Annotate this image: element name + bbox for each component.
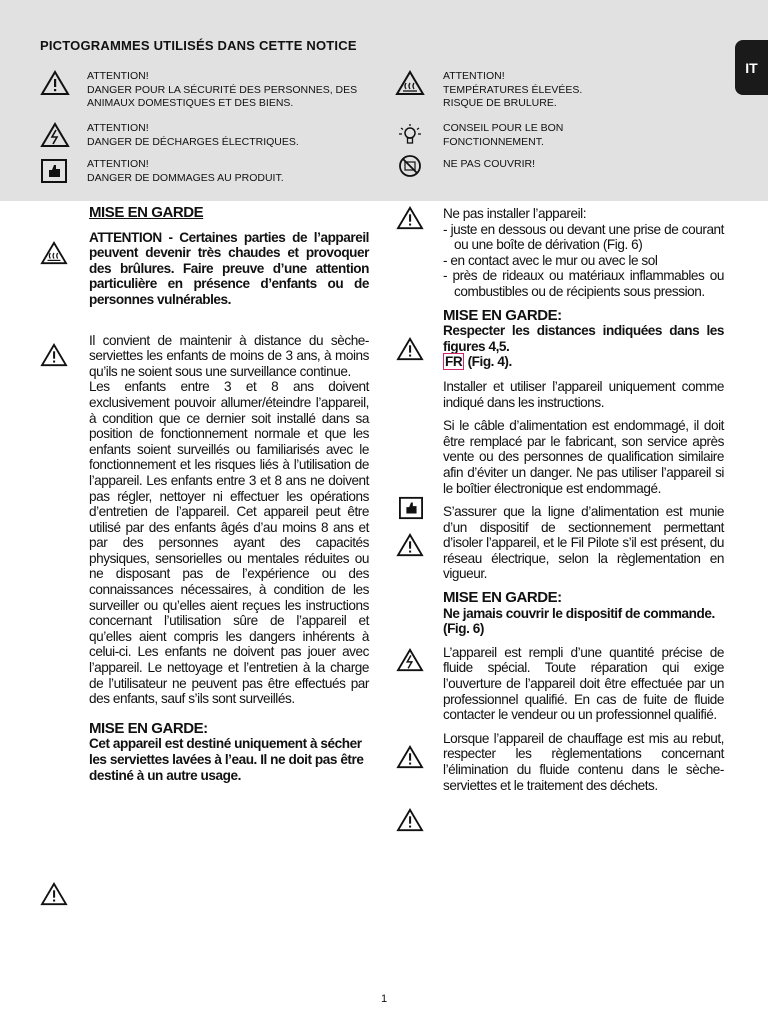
electric-shock-icon — [396, 648, 424, 672]
warning-triangle-icon — [396, 206, 424, 230]
warning-triangle-icon — [40, 343, 68, 367]
install-item: - juste en dessous ou devant une prise de courant ou une boîte de dérivation (Fig. 6) — [443, 221, 724, 253]
scrap-paragraph: Lorsque l’appareil de chauffage est mis au rebut, respecter les règlementations concernant l’élimination du fluide contenu dans le sèche-serviettes et le traitement des déchets. — [443, 730, 724, 793]
legend-line: TEMPÉRATURES ÉLEVÉES. — [443, 83, 583, 96]
legend-line: ATTENTION! — [443, 70, 505, 82]
cover-text: Ne jamais couvrir le dispositif de commande. (Fig. 6) — [443, 605, 715, 637]
left-column — [89, 205, 369, 783]
distance-text: Respecter les distances indiquées dans les figures 4,5. — [443, 323, 724, 354]
supply-line-paragraph: S’assurer que la ligne d’alimentation est munie d’un dispositif de sectionnement permettant d’isoler l’appareil, et le Fil Pilote s’il est présent, du réseau électrique, selon la règlementation en vigueur. — [443, 504, 724, 582]
section-heading: MISE EN GARDE — [89, 204, 204, 221]
use-paragraph: Installer et utiliser l’appareil uniquement comme indiqué dans les instructions. — [443, 378, 724, 410]
language-tab[interactable]: IT — [735, 40, 768, 95]
legend-line: ATTENTION! — [87, 122, 149, 134]
do-not-cover-icon — [395, 153, 425, 179]
warning-heading: MISE EN GARDE: — [89, 719, 208, 737]
legend-title: PICTOGRAMMES UTILISÉS DANS CETTE NOTICE — [40, 38, 357, 53]
attention-paragraph: ATTENTION - Certaines parties de l’appareil peuvent devenir très chaudes et provoquer des brûlures. Faire preuve d’une attention particulière en présence d’enfants ou de personnes vulnérables. — [89, 229, 369, 307]
warning-triangle-icon — [396, 808, 424, 832]
warning-triangle-icon — [40, 882, 68, 906]
warning-triangle-icon — [396, 337, 424, 361]
electric-shock-icon — [40, 122, 70, 148]
legend-line: RISQUE DE BRULURE. — [443, 97, 557, 109]
legend-line: NE PAS COUVRIR! — [443, 158, 535, 170]
right-column — [443, 206, 724, 793]
distance-heading: MISE EN GARDE: — [443, 306, 562, 324]
install-title: Ne pas installer l’appareil: — [443, 206, 587, 221]
legend-line: DANGER DE DÉCHARGES ÉLECTRIQUES. — [87, 135, 299, 148]
legend-line: DANGER DE DOMMAGES AU PRODUIT. — [87, 171, 284, 184]
legend-line: CONSEIL POUR LE BON — [443, 122, 564, 134]
legend-line: ANIMAUX DOMESTIQUES ET DES BIENS. — [87, 97, 294, 109]
install-item: - en contact avec le mur ou avec le sol — [443, 252, 658, 268]
warning-triangle-icon — [396, 745, 424, 769]
cable-paragraph: Si le câble d’alimentation est endommagé, il doit être remplacé par le fabricant, son service après vente ou des personnes de qualification similaire afin d’éviter un danger. Ne pas utiliser l’appareil si le boîtier électronique est endommagé. — [443, 418, 724, 496]
fr-figure-ref — [443, 354, 724, 370]
fr-label: FR — [445, 354, 463, 370]
legend-line: FONCTIONNEMENT. — [443, 135, 544, 148]
legend-line: DANGER POUR LA SÉCURITÉ DES PERSONNES, DES — [87, 83, 358, 96]
hot-surface-icon — [395, 70, 425, 96]
page-number: 1 — [380, 993, 388, 1005]
children-paragraph-2: Les enfants entre 3 et 8 ans doivent exclusivement pouvoir allumer/éteindre l’appareil, à condition que ce dernier soit installé dans sa position de fonctionnement normale et que les enfants soient surveillés ou familiarisés avec le fonctionnement et les risques liés à l’utilisation de l’appareil. Les enfants entre 3 et 8 ans ne doivent pas régler, nettoyer ni effectuer les opérations d’entretien de l’appareil. Cet appareil peut être utilisé par des enfants âgés d’au moins 8 ans et par des personnes ayant des capacités physiques, sensorielles ou mentales réduites ou ne disposant pas de l’expérience ou des connaissances nécessaires, à condition de les surveiller ou qu’elles aient reçues les instructions concernant l’utilisation sûre de l’appareil et qu’elles aient compris les dangers inhérents à celui-ci. Les enfants ne doivent pas jouer avec l’appareil. Le nettoyage et l’entretien à la charge de l’utilisateur ne peuvent pas être effectués par des enfants, sauf s’ils sont surveillés. — [89, 379, 369, 707]
hot-surface-icon — [40, 241, 68, 265]
lightbulb-icon — [395, 122, 425, 148]
warning-text: Cet appareil est destiné uniquement à sécher les serviettes lavées à l’eau. Il ne doit pas être destiné à un autre usage. — [89, 736, 364, 783]
fr-figure: (Fig. 4). — [467, 354, 512, 370]
legend-line: ATTENTION! — [87, 158, 149, 170]
product-damage-icon — [398, 496, 424, 520]
warning-triangle-icon — [396, 533, 424, 557]
children-paragraph-1: Il convient de maintenir à distance du sèche-serviettes les enfants de moins de 3 ans, à moins qu’ils ne soient sous une surveillance continue. — [89, 332, 369, 379]
warning-triangle-icon — [40, 70, 70, 96]
product-damage-icon — [40, 158, 68, 184]
fluid-paragraph: L’appareil est rempli d’une quantité précise de fluide spécial. Toute réparation qui exige l’ouverture de l’appareil doit être effectuée par un professionnel qualifié. En cas de fuite de fluide contacter le vendeur ou un professionnel qualifié. — [443, 644, 724, 723]
cover-heading: MISE EN GARDE: — [443, 589, 562, 607]
install-item: - près de rideaux ou matériaux inflammables ou combustibles ou de récipients sous pression. — [443, 268, 724, 299]
pictogram-legend — [0, 0, 768, 201]
legend-line: ATTENTION! — [87, 70, 149, 82]
